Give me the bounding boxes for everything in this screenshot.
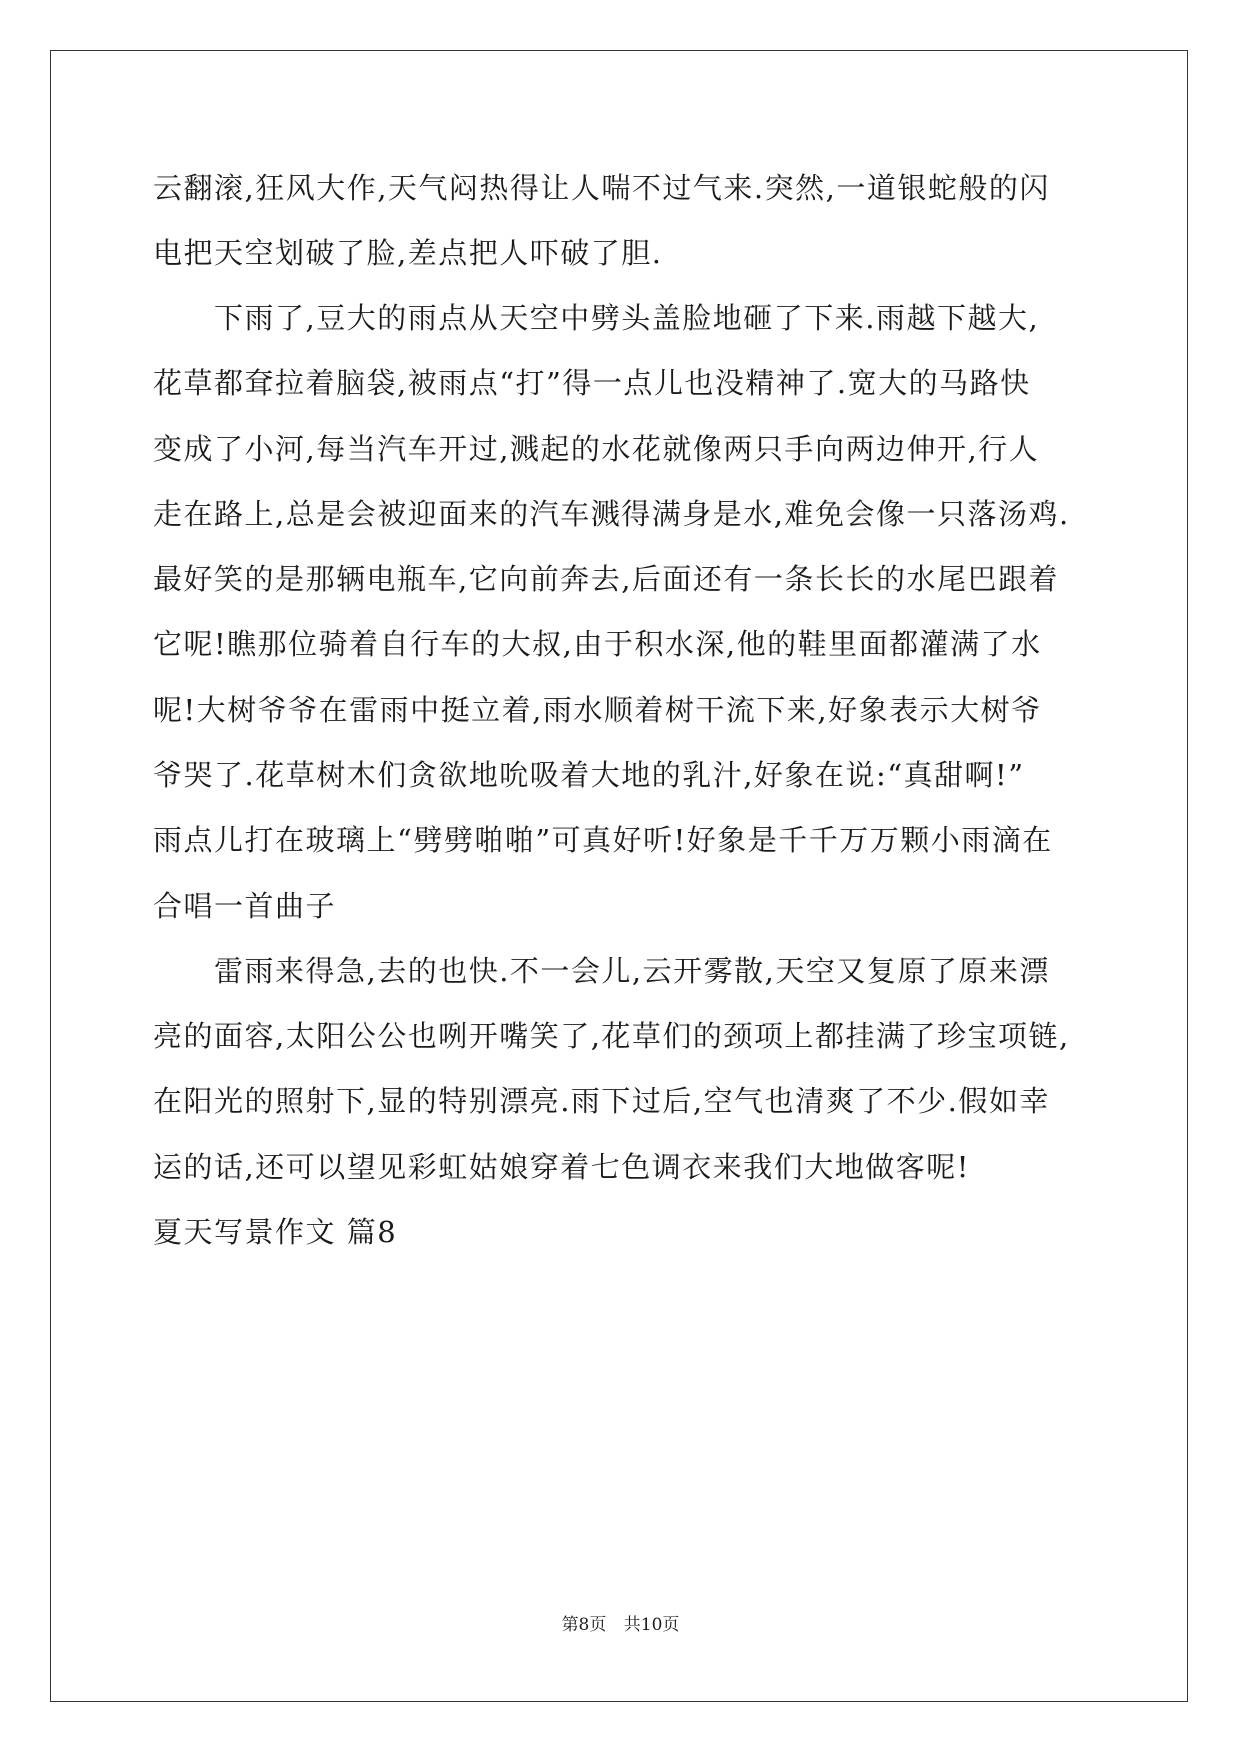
page-number: 第8页 bbox=[561, 1615, 607, 1635]
section-heading: 夏天写景作文 篇8 bbox=[153, 1215, 398, 1249]
text-line: 亮的面容,太阳公公也咧开嘴笑了,花草们的颈项上都挂满了珍宝项链, bbox=[153, 1019, 1070, 1053]
text-line: 花草都耷拉着脑袋,被雨点“打”得一点儿也没精神了.宽大的马路快 bbox=[153, 366, 1031, 400]
page-footer bbox=[0, 1610, 1241, 1635]
text-line: 雨点儿打在玻璃上“劈劈啪啪”可真好听!好象是千千万万颗小雨滴在 bbox=[153, 823, 1053, 857]
text-line: 雷雨来得急,去的也快.不一会儿,云开雾散,天空又复原了原来漂 bbox=[153, 954, 1050, 988]
text-line: 电把天空划破了脸,差点把人吓破了胆. bbox=[153, 236, 663, 270]
text-line: 爷哭了.花草树木们贪欲地吮吸着大地的乳汁,好象在说:“真甜啊!” bbox=[153, 758, 1025, 792]
text-line: 运的话,还可以望见彩虹姑娘穿着七色调衣来我们大地做客呢! bbox=[153, 1150, 970, 1184]
text-line: 呢!大树爷爷在雷雨中挺立着,雨水顺着树干流下来,好象表示大树爷 bbox=[153, 693, 1042, 727]
text-line: 合唱一首曲子 bbox=[153, 889, 337, 923]
text-line: 走在路上,总是会被迎面来的汽车溅得满身是水,难免会像一只落汤鸡. bbox=[153, 497, 1070, 531]
text-line: 在阳光的照射下,显的特别漂亮.雨下过后,空气也清爽了不少.假如幸 bbox=[153, 1084, 1050, 1118]
text-line: 变成了小河,每当汽车开过,溅起的水花就像两只手向两边伸开,行人 bbox=[153, 432, 1040, 466]
page-total: 共10页 bbox=[623, 1615, 680, 1635]
text-line: 它呢!瞧那位骑着自行车的大叔,由于积水深,他的鞋里面都灌满了水 bbox=[153, 627, 1042, 661]
text-line: 最好笑的是那辆电瓶车,它向前奔去,后面还有一条长长的水尾巴跟着 bbox=[153, 562, 1059, 596]
text-line: 云翻滚,狂风大作,天气闷热得让人喘不过气来.突然,一道银蛇般的闪 bbox=[153, 171, 1050, 205]
text-line: 下雨了,豆大的雨点从天空中劈头盖脸地砸了下来.雨越下越大, bbox=[153, 301, 1040, 335]
